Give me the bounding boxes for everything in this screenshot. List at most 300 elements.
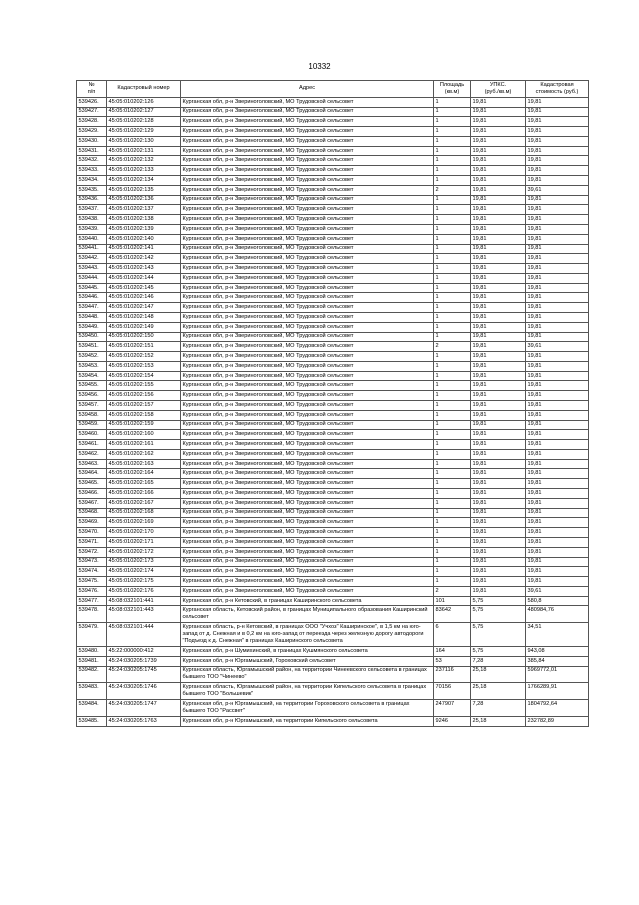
cadastral-number-cell: 45:05:010202:174 (107, 567, 181, 577)
cadastral-number-cell: 45:05:010202:155 (107, 381, 181, 391)
upks-cell: 19,81 (471, 234, 526, 244)
area-cell: 1 (434, 449, 471, 459)
area-cell: 1 (434, 176, 471, 186)
cadastral-number-cell: 45:05:010202:168 (107, 508, 181, 518)
area-cell: 1 (434, 205, 471, 215)
area-cell: 1 (434, 381, 471, 391)
cadastral-number-cell: 45:24:030205:1745 (107, 666, 181, 683)
cadastral-cost-cell: 19,81 (526, 518, 589, 528)
upks-cell: 19,81 (471, 322, 526, 332)
cadastral-number-cell: 45:05:010202:138 (107, 215, 181, 225)
cadastral-number-cell: 45:05:010202:130 (107, 136, 181, 146)
cadastral-number-cell: 45:05:010202:173 (107, 557, 181, 567)
address-cell: Курганская обл, р-н Звериноголовский, МО Трудовской сельсовет (181, 577, 434, 587)
cadastral-cost-cell: 19,81 (526, 489, 589, 499)
address-cell: Курганская область, Кетовский район, в границах Муниципального образования Каширинский сельсовет (181, 606, 434, 623)
area-cell: 1 (434, 567, 471, 577)
upks-cell: 19,81 (471, 479, 526, 489)
cadastral-cost-cell: 19,81 (526, 127, 589, 137)
row-number-cell: 539472. (77, 547, 107, 557)
table-row (77, 127, 589, 137)
upks-cell: 19,81 (471, 586, 526, 596)
cadastral-number-cell: 45:05:010202:167 (107, 498, 181, 508)
area-cell: 1 (434, 537, 471, 547)
upks-cell: 25,18 (471, 716, 526, 726)
cadastral-number-cell: 45:05:010202:135 (107, 185, 181, 195)
cadastral-cost-cell: 19,81 (526, 234, 589, 244)
table-row (77, 254, 589, 264)
address-cell: Курганская обл, р-н Звериноголовский, МО Трудовской сельсовет (181, 117, 434, 127)
upks-cell: 5,75 (471, 646, 526, 656)
area-cell: 164 (434, 646, 471, 656)
address-cell: Курганская обл, р-н Звериноголовский, МО Трудовской сельсовет (181, 332, 434, 342)
row-number-cell: 539449. (77, 322, 107, 332)
cadastral-cost-cell: 19,81 (526, 195, 589, 205)
cadastral-number-cell: 45:05:010202:131 (107, 146, 181, 156)
upks-cell: 19,81 (471, 195, 526, 205)
area-cell: 1 (434, 469, 471, 479)
upks-cell: 19,81 (471, 156, 526, 166)
address-cell: Курганская обл, р-н Звериноголовский, МО Трудовской сельсовет (181, 469, 434, 479)
cadastral-cost-cell: 19,81 (526, 498, 589, 508)
address-cell: Курганская область, Юргамышский район, на территории Чинеевского сельсовета в границах бывшего ТОО "Чинеево" (181, 666, 434, 683)
table-row (77, 716, 589, 726)
cadastral-number-cell: 45:05:010202:151 (107, 342, 181, 352)
cadastral-number-cell: 45:05:010202:169 (107, 518, 181, 528)
address-cell: Курганская область, р-н Кетовский, в границах ООО "Учхоз" Каширинское", в 1,5 км на юго-запад от д. Снежная и в 0,2 км на юго-запад от переезда через железную дорогу автодороги "Подъезд к д. Снежная" в границах Каширинского сельсовета (181, 623, 434, 647)
cadastral-number-cell: 45:05:010202:137 (107, 205, 181, 215)
upks-cell: 19,81 (471, 547, 526, 557)
area-cell: 1 (434, 332, 471, 342)
area-cell: 1 (434, 577, 471, 587)
cadastral-number-cell: 45:05:010202:148 (107, 312, 181, 322)
cadastral-cost-cell: 19,81 (526, 352, 589, 362)
cadastral-cost-cell: 19,81 (526, 361, 589, 371)
row-number-cell: 539450. (77, 332, 107, 342)
cadastral-cost-cell: 19,81 (526, 508, 589, 518)
cadastral-number-cell: 45:05:010202:146 (107, 293, 181, 303)
cadastral-cost-cell: 19,81 (526, 469, 589, 479)
upks-cell: 19,81 (471, 557, 526, 567)
table-row (77, 312, 589, 322)
cadastral-cost-cell: 19,81 (526, 440, 589, 450)
address-cell: Курганская обл, р-н Звериноголовский, МО Трудовской сельсовет (181, 293, 434, 303)
address-cell: Курганская обл, р-н Звериноголовский, МО Трудовской сельсовет (181, 176, 434, 186)
upks-cell: 19,81 (471, 176, 526, 186)
table-row (77, 215, 589, 225)
upks-cell: 19,81 (471, 410, 526, 420)
row-number-cell: 539448. (77, 312, 107, 322)
table-row (77, 683, 589, 700)
area-cell: 1 (434, 107, 471, 117)
header-cost: Кадастровая стоимость (руб.) (526, 81, 589, 98)
cadastral-number-cell: 45:24:030205:1746 (107, 683, 181, 700)
address-cell: Курганская обл, р-н Юргамышский, на территории Гороховского сельсовета в границах бывшего ТОО "Рассвет" (181, 700, 434, 717)
cadastral-number-cell: 45:05:010202:157 (107, 401, 181, 411)
row-number-cell: 539484. (77, 700, 107, 717)
row-number-cell: 539457. (77, 401, 107, 411)
row-number-cell: 539436. (77, 195, 107, 205)
upks-cell: 7,28 (471, 656, 526, 666)
address-cell: Курганская обл, р-н Звериноголовский, МО Трудовской сельсовет (181, 518, 434, 528)
row-number-cell: 539453. (77, 361, 107, 371)
cadastral-number-cell: 45:05:010202:153 (107, 361, 181, 371)
row-number-cell: 539429. (77, 127, 107, 137)
area-cell: 83642 (434, 606, 471, 623)
row-number-cell: 539441. (77, 244, 107, 254)
upks-cell: 19,81 (471, 489, 526, 499)
cadastral-number-cell: 45:05:010202:163 (107, 459, 181, 469)
cadastral-cost-cell: 480984,76 (526, 606, 589, 623)
address-cell: Курганская обл, р-н Звериноголовский, МО Трудовской сельсовет (181, 401, 434, 411)
table-row (77, 498, 589, 508)
table-row (77, 567, 589, 577)
address-cell: Курганская обл, р-н Звериноголовский, МО Трудовской сельсовет (181, 107, 434, 117)
cadastral-number-cell: 45:05:010202:161 (107, 440, 181, 450)
table-row (77, 420, 589, 430)
area-cell: 1 (434, 293, 471, 303)
area-cell: 1 (434, 508, 471, 518)
row-number-cell: 539483. (77, 683, 107, 700)
row-number-cell: 539479. (77, 623, 107, 647)
cadastral-cost-cell: 19,81 (526, 479, 589, 489)
address-cell: Курганская обл, р-н Звериноголовский, МО Трудовской сельсовет (181, 166, 434, 176)
row-number-cell: 539455. (77, 381, 107, 391)
table-row (77, 646, 589, 656)
cadastral-cost-cell: 19,81 (526, 312, 589, 322)
area-cell: 1 (434, 479, 471, 489)
table-row (77, 205, 589, 215)
table-row (77, 303, 589, 313)
cadastral-cost-cell: 19,81 (526, 449, 589, 459)
row-number-cell: 539482. (77, 666, 107, 683)
table-row (77, 656, 589, 666)
row-number-cell: 539443. (77, 264, 107, 274)
area-cell: 1 (434, 391, 471, 401)
upks-cell: 19,81 (471, 342, 526, 352)
row-number-cell: 539428. (77, 117, 107, 127)
table-row (77, 528, 589, 538)
table-row (77, 508, 589, 518)
address-cell: Курганская обл, р-н Шумихинский, в границах Кушмянского сельсовета (181, 646, 434, 656)
area-cell: 1 (434, 410, 471, 420)
upks-cell: 19,81 (471, 332, 526, 342)
cadastral-cost-cell: 19,81 (526, 224, 589, 234)
area-cell: 1 (434, 420, 471, 430)
address-cell: Курганская обл, р-н Звериноголовский, МО Трудовской сельсовет (181, 557, 434, 567)
address-cell: Курганская обл, р-н Звериноголовский, МО Трудовской сельсовет (181, 283, 434, 293)
cadastral-cost-cell: 19,81 (526, 303, 589, 313)
table-row (77, 401, 589, 411)
area-cell: 70156 (434, 683, 471, 700)
area-cell: 1 (434, 146, 471, 156)
upks-cell: 19,81 (471, 312, 526, 322)
cadastral-table (76, 80, 589, 727)
row-number-cell: 539462. (77, 449, 107, 459)
table-row (77, 273, 589, 283)
cadastral-number-cell: 45:05:010202:166 (107, 489, 181, 499)
table-row (77, 224, 589, 234)
cadastral-number-cell: 45:05:010202:140 (107, 234, 181, 244)
cadastral-number-cell: 45:05:010202:160 (107, 430, 181, 440)
upks-cell: 19,81 (471, 146, 526, 156)
area-cell: 1 (434, 156, 471, 166)
area-cell: 1 (434, 459, 471, 469)
cadastral-cost-cell: 19,81 (526, 401, 589, 411)
cadastral-cost-cell: 19,81 (526, 557, 589, 567)
table-row (77, 283, 589, 293)
address-cell: Курганская обл, р-н Звериноголовский, МО Трудовской сельсовет (181, 254, 434, 264)
row-number-cell: 539432. (77, 156, 107, 166)
address-cell: Курганская обл, р-н Звериноголовский, МО Трудовской сельсовет (181, 489, 434, 499)
row-number-cell: 539476. (77, 586, 107, 596)
table-row (77, 342, 589, 352)
cadastral-cost-cell: 39,61 (526, 185, 589, 195)
upks-cell: 19,81 (471, 254, 526, 264)
upks-cell: 19,81 (471, 440, 526, 450)
table-row (77, 234, 589, 244)
cadastral-number-cell: 45:05:010202:147 (107, 303, 181, 313)
cadastral-cost-cell: 19,81 (526, 547, 589, 557)
header-upks: УПКС. (руб./кв.м) (471, 81, 526, 98)
area-cell: 1 (434, 528, 471, 538)
cadastral-number-cell: 45:24:030205:1747 (107, 700, 181, 717)
row-number-cell: 539485. (77, 716, 107, 726)
cadastral-number-cell: 45:05:010202:162 (107, 449, 181, 459)
row-number-cell: 539465. (77, 479, 107, 489)
address-cell: Курганская обл, р-н Юргамышский, Гороховский сельсовет (181, 656, 434, 666)
table-row (77, 244, 589, 254)
upks-cell: 19,81 (471, 244, 526, 254)
table-row (77, 371, 589, 381)
cadastral-number-cell: 45:05:010202:165 (107, 479, 181, 489)
upks-cell: 5,75 (471, 606, 526, 623)
cadastral-cost-cell: 19,81 (526, 577, 589, 587)
upks-cell: 19,81 (471, 215, 526, 225)
cadastral-number-cell: 45:05:010202:127 (107, 107, 181, 117)
cadastral-number-cell: 45:05:010202:170 (107, 528, 181, 538)
table-row (77, 264, 589, 274)
table-row (77, 391, 589, 401)
cadastral-cost-cell: 19,81 (526, 459, 589, 469)
area-cell: 1 (434, 498, 471, 508)
address-cell: Курганская обл, р-н Звериноголовский, МО Трудовской сельсовет (181, 312, 434, 322)
cadastral-cost-cell: 19,81 (526, 567, 589, 577)
cadastral-cost-cell: 1804792,64 (526, 700, 589, 717)
address-cell: Курганская обл, р-н Звериноголовский, МО Трудовской сельсовет (181, 264, 434, 274)
area-cell: 1 (434, 312, 471, 322)
table-row (77, 489, 589, 499)
upks-cell: 19,81 (471, 127, 526, 137)
upks-cell: 19,81 (471, 459, 526, 469)
cadastral-cost-cell: 19,81 (526, 420, 589, 430)
cadastral-cost-cell: 385,84 (526, 656, 589, 666)
area-cell: 1 (434, 371, 471, 381)
address-cell: Курганская обл, р-н Звериноголовский, МО Трудовской сельсовет (181, 391, 434, 401)
cadastral-number-cell: 45:05:010202:156 (107, 391, 181, 401)
upks-cell: 19,81 (471, 97, 526, 107)
row-number-cell: 539431. (77, 146, 107, 156)
row-number-cell: 539427. (77, 107, 107, 117)
address-cell: Курганская обл, р-н Звериноголовский, МО Трудовской сельсовет (181, 537, 434, 547)
row-number-cell: 539464. (77, 469, 107, 479)
row-number-cell: 539430. (77, 136, 107, 146)
upks-cell: 5,75 (471, 596, 526, 606)
upks-cell: 19,81 (471, 430, 526, 440)
address-cell: Курганская обл, р-н Звериноголовский, МО Трудовской сельсовет (181, 215, 434, 225)
row-number-cell: 539456. (77, 391, 107, 401)
area-cell: 1 (434, 361, 471, 371)
upks-cell: 19,81 (471, 577, 526, 587)
row-number-cell: 539438. (77, 215, 107, 225)
table-row (77, 459, 589, 469)
table-row (77, 166, 589, 176)
cadastral-cost-cell: 19,81 (526, 273, 589, 283)
cadastral-number-cell: 45:05:010202:126 (107, 97, 181, 107)
area-cell: 1 (434, 254, 471, 264)
table-row (77, 479, 589, 489)
upks-cell: 19,81 (471, 293, 526, 303)
row-number-cell: 539460. (77, 430, 107, 440)
upks-cell: 7,28 (471, 700, 526, 717)
area-cell: 1 (434, 117, 471, 127)
row-number-cell: 539466. (77, 489, 107, 499)
address-cell: Курганская обл, р-н Звериноголовский, МО Трудовской сельсовет (181, 449, 434, 459)
cadastral-cost-cell: 39,61 (526, 586, 589, 596)
table-header-row (77, 81, 589, 98)
row-number-cell: 539473. (77, 557, 107, 567)
area-cell: 1 (434, 215, 471, 225)
area-cell: 1 (434, 440, 471, 450)
header-address: Адрес (181, 81, 434, 98)
address-cell: Курганская обл, р-н Звериноголовский, МО Трудовской сельсовет (181, 361, 434, 371)
row-number-cell: 539439. (77, 224, 107, 234)
row-number-cell: 539474. (77, 567, 107, 577)
upks-cell: 19,81 (471, 303, 526, 313)
cadastral-number-cell: 45:05:010202:145 (107, 283, 181, 293)
upks-cell: 19,81 (471, 352, 526, 362)
table-row (77, 547, 589, 557)
row-number-cell: 539475. (77, 577, 107, 587)
area-cell: 1 (434, 283, 471, 293)
table-row (77, 700, 589, 717)
cadastral-number-cell: 45:08:032101:444 (107, 623, 181, 647)
area-cell: 247907 (434, 700, 471, 717)
row-number-cell: 539452. (77, 352, 107, 362)
row-number-cell: 539471. (77, 537, 107, 547)
upks-cell: 19,81 (471, 381, 526, 391)
cadastral-number-cell: 45:24:030205:1763 (107, 716, 181, 726)
table-row (77, 440, 589, 450)
table-row (77, 97, 589, 107)
page-number: 10332 (308, 62, 331, 71)
cadastral-cost-cell: 19,81 (526, 254, 589, 264)
address-cell: Курганская обл, р-н Звериноголовский, МО Трудовской сельсовет (181, 185, 434, 195)
cadastral-cost-cell: 19,81 (526, 430, 589, 440)
table-row (77, 381, 589, 391)
cadastral-number-cell: 45:05:010202:154 (107, 371, 181, 381)
row-number-cell: 539477. (77, 596, 107, 606)
upks-cell: 19,81 (471, 528, 526, 538)
address-cell: Курганская обл, р-н Звериноголовский, МО Трудовской сельсовет (181, 381, 434, 391)
upks-cell: 19,81 (471, 136, 526, 146)
cadastral-cost-cell: 19,81 (526, 528, 589, 538)
upks-cell: 19,81 (471, 567, 526, 577)
upks-cell: 25,18 (471, 683, 526, 700)
row-number-cell: 539467. (77, 498, 107, 508)
table-row (77, 577, 589, 587)
table-row (77, 557, 589, 567)
cadastral-cost-cell: 19,81 (526, 117, 589, 127)
upks-cell: 19,81 (471, 273, 526, 283)
row-number-cell: 539434. (77, 176, 107, 186)
row-number-cell: 539454. (77, 371, 107, 381)
address-cell: Курганская обл, р-н Звериноголовский, МО Трудовской сельсовет (181, 352, 434, 362)
cadastral-cost-cell: 19,81 (526, 136, 589, 146)
cadastral-cost-cell: 19,81 (526, 332, 589, 342)
cadastral-number-cell: 45:22:000000:412 (107, 646, 181, 656)
cadastral-cost-cell: 19,81 (526, 97, 589, 107)
cadastral-cost-cell: 34,51 (526, 623, 589, 647)
address-cell: Курганская обл, р-н Звериноголовский, МО Трудовской сельсовет (181, 498, 434, 508)
address-cell: Курганская обл, р-н Звериноголовский, МО Трудовской сельсовет (181, 420, 434, 430)
cadastral-number-cell: 45:05:010202:150 (107, 332, 181, 342)
area-cell: 1 (434, 322, 471, 332)
table-row (77, 410, 589, 420)
table-row (77, 332, 589, 342)
upks-cell: 25,18 (471, 666, 526, 683)
table-row (77, 117, 589, 127)
upks-cell: 19,81 (471, 469, 526, 479)
cadastral-number-cell: 45:05:010202:133 (107, 166, 181, 176)
table-row (77, 176, 589, 186)
area-cell: 1 (434, 352, 471, 362)
cadastral-cost-cell: 19,81 (526, 371, 589, 381)
address-cell: Курганская обл, р-н Звериноголовский, МО Трудовской сельсовет (181, 205, 434, 215)
upks-cell: 19,81 (471, 264, 526, 274)
address-cell: Курганская обл, р-н Звериноголовский, МО Трудовской сельсовет (181, 440, 434, 450)
address-cell: Курганская обл, р-н Звериноголовский, МО Трудовской сельсовет (181, 136, 434, 146)
area-cell: 6 (434, 623, 471, 647)
upks-cell: 19,81 (471, 420, 526, 430)
cadastral-number-cell: 45:05:010202:152 (107, 352, 181, 362)
address-cell: Курганская обл, р-н Звериноголовский, МО Трудовской сельсовет (181, 547, 434, 557)
cadastral-number-cell: 45:05:010202:164 (107, 469, 181, 479)
cadastral-cost-cell: 19,81 (526, 264, 589, 274)
row-number-cell: 539458. (77, 410, 107, 420)
cadastral-cost-cell: 19,81 (526, 156, 589, 166)
table-row (77, 293, 589, 303)
header-area: Площадь (кв.м) (434, 81, 471, 98)
cadastral-number-cell: 45:05:010202:142 (107, 254, 181, 264)
cadastral-cost-cell: 1766289,91 (526, 683, 589, 700)
cadastral-cost-cell: 5969772,01 (526, 666, 589, 683)
row-number-cell: 539444. (77, 273, 107, 283)
area-cell: 53 (434, 656, 471, 666)
cadastral-number-cell: 45:05:010202:176 (107, 586, 181, 596)
cadastral-number-cell: 45:05:010202:149 (107, 322, 181, 332)
row-number-cell: 539435. (77, 185, 107, 195)
cadastral-cost-cell: 19,81 (526, 381, 589, 391)
area-cell: 1 (434, 166, 471, 176)
upks-cell: 19,81 (471, 185, 526, 195)
cadastral-cost-cell: 580,8 (526, 596, 589, 606)
table-row (77, 352, 589, 362)
row-number-cell: 539463. (77, 459, 107, 469)
area-cell: 2 (434, 586, 471, 596)
address-cell: Курганская обл, р-н Звериноголовский, МО Трудовской сельсовет (181, 586, 434, 596)
upks-cell: 19,81 (471, 401, 526, 411)
